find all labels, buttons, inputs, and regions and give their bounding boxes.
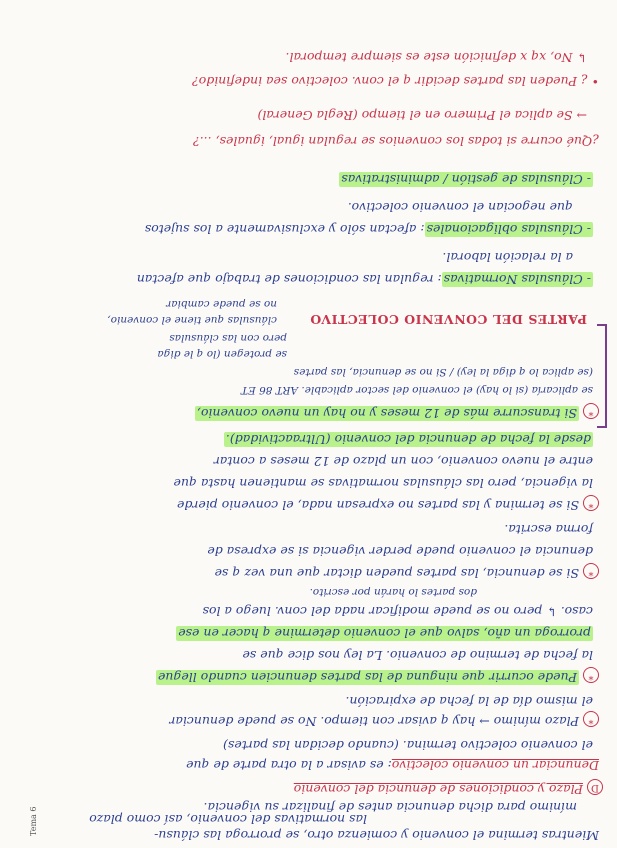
margin-note: Tema 6 — [29, 806, 38, 836]
side-note: cláusulas que tiene el convenio, — [107, 314, 277, 326]
highlighted-text: desde la fecha de denuncia del convenio (Ultraactividad). — [225, 432, 591, 447]
text-line: la vigencia, pero las cláusulas normativas se mantienen hasta que — [173, 476, 593, 491]
question-line: • ¿ Pueden las partes decidir q el conv. colectivo sea indefinido? — [192, 74, 599, 89]
heading-text: Plazo y condiciones de denuncia del convenio — [293, 782, 583, 797]
text-line: mínimo para dicha denuncia antes de finalizar su vigencia. — [203, 800, 577, 815]
bullet-line — [177, 495, 599, 512]
bullet-text: Si se termina y las partes no expresan nada, el convenio pierde — [176, 498, 579, 513]
clause-name: - Cláusulas obligacionales — [426, 222, 591, 237]
text-line: el mismo día de la fecha de expiración. — [345, 694, 593, 709]
highlighted-text: Puede ocurrir que ninguna de las partes denuncien cuando llegue — [157, 670, 577, 685]
text-line: a la relación laboral. — [442, 250, 573, 265]
answer-line: → Se aplica el Primero en el tiempo (Regla General) — [257, 108, 587, 123]
bullet-text: Plazo mínimo → hay q avisar con tiempo. No se puede denunciar — [169, 714, 579, 729]
clause-description: : afectan sólo y exclusivamente a los sujetos — [144, 222, 425, 237]
definition-text: : es avisar a la otra parte de que — [186, 758, 392, 773]
bullet-text: Si se denuncia, las partes pueden dictar que una vez q se — [214, 566, 579, 581]
clause-line — [145, 222, 593, 236]
text-line: se aplicaría (si lo hay) el convenio del sector aplicable. ART 86 ET — [241, 384, 593, 396]
term-denunciar: Denunciar un convenio colectivo — [391, 758, 599, 773]
asterisk-mark: * — [583, 563, 599, 579]
heading-plazo-denuncia — [294, 779, 603, 796]
side-note: dos partes lo harán por escrito. — [309, 586, 477, 598]
text-line — [224, 432, 593, 446]
asterisk-mark: * — [583, 403, 599, 419]
highlighted-text: prorroga un año, salvo que el convenio determine q hacer en ese — [178, 626, 591, 641]
text-line: forma escrita. — [504, 522, 593, 537]
text-line: que negocian el convenio colectivo. — [347, 200, 573, 215]
clause-description: : regulan las condiciones de trabajo que afectan — [136, 272, 442, 287]
asterisk-mark: * — [583, 667, 599, 683]
text-line: el convenio colectivo termina. (cuando decidan las partes) — [223, 738, 593, 753]
text-line: la fecha de termino de convenio. La ley nos dice que se — [242, 648, 593, 663]
bullet-line — [195, 403, 599, 420]
text-line — [186, 758, 599, 772]
text-line: entre el nuevo convenio, con un plazo de 12 meses a contar — [213, 454, 593, 469]
question-line: ¿Qué ocurre si todas los convenios se regulan igual, iguales, ...? — [193, 134, 599, 149]
text-line: caso. ↳ pero no se puede modificar nada del conv. luego a los — [202, 604, 593, 619]
answer-line: ↳ No, xq x definición este es siempre temporal. — [285, 50, 587, 65]
highlighted-text: Si transcurre más de 12 meses y no hay un nuevo convenio, — [196, 406, 577, 421]
clause-name: - Cláusulas de gestión / administrativas — [341, 172, 591, 187]
section-heading: PARTES DEL CONVENIO COLECTIVO — [309, 312, 587, 327]
bullet-line — [169, 711, 599, 728]
text-line — [176, 626, 593, 640]
text-line: denuncia el convenio puede perder vigencia si se expresa de — [207, 544, 593, 559]
asterisk-mark: * — [583, 711, 599, 727]
side-note: no se puede cambiar — [166, 298, 277, 310]
circled-letter-mark: D — [587, 779, 603, 795]
bullet-line — [156, 667, 599, 684]
text-line: Mientras termina el convenio y comienza otro, se prorroga las cláusu- — [154, 828, 599, 843]
clause-name: - Cláusulas Normativas — [443, 272, 591, 287]
clause-line — [137, 272, 593, 286]
text-line: las normativas del convenio, así como plazo — [89, 812, 367, 827]
side-note: pero con las cláusulas — [169, 332, 287, 344]
bullet-line — [215, 563, 599, 580]
side-note: se protegen (lo q le diga — [157, 348, 287, 360]
asterisk-mark: * — [583, 495, 599, 511]
text-line: (se aplica lo q diga la ley) / Si no se denuncia, las partes — [293, 366, 593, 378]
clause-line — [339, 172, 593, 186]
